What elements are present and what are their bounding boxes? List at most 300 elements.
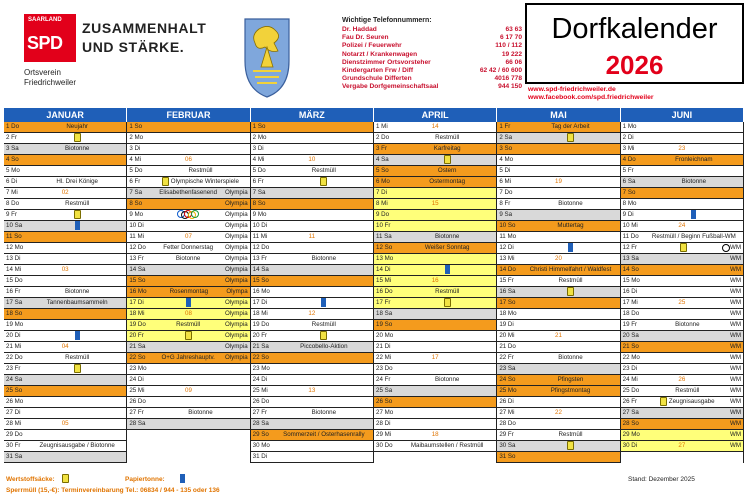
paper-bin-icon (75, 221, 80, 230)
day-label: 27 Fr (129, 409, 144, 416)
day-label: 7 Do (499, 189, 513, 196)
day-label: 13 Fr (129, 255, 144, 262)
day-row (497, 298, 620, 309)
day-label: 11 Mi (252, 233, 268, 240)
day-label: 7 Sa (252, 189, 266, 196)
day-row (621, 397, 744, 408)
event-tag (730, 342, 743, 352)
day-event (151, 331, 225, 341)
month-header: FEBRUAR (127, 108, 250, 122)
day-row (4, 144, 127, 155)
day-label: 5 Fr (622, 167, 634, 174)
day-event (398, 166, 496, 176)
day-row (374, 320, 497, 331)
event-tag (730, 276, 743, 286)
week-number: 13 (308, 387, 316, 394)
event-tag (225, 199, 250, 209)
day-label: 18 Mi (129, 310, 145, 317)
day-label: 6 Fr (252, 178, 264, 185)
day-label: 2 Do (376, 134, 390, 141)
day-row (4, 122, 127, 133)
day-label: 26 Do (129, 398, 146, 405)
slogan (82, 19, 206, 57)
event-text: Fronleichnam (675, 156, 713, 163)
day-event (28, 386, 126, 396)
day-event (151, 441, 249, 452)
event-text: Biotonne (675, 321, 700, 328)
day-event (151, 419, 249, 429)
day-label: 11 So (6, 233, 22, 240)
day-label (127, 441, 151, 452)
day-event (521, 320, 619, 330)
day-row (127, 287, 250, 298)
event-tag-text: Olympia (224, 354, 248, 361)
week-number: 12 (308, 310, 316, 317)
day-label: 26 Di (499, 398, 514, 405)
day-event (645, 430, 730, 440)
event-tag-text: WM (729, 299, 741, 306)
phone-number: 110 / 112 (495, 42, 522, 50)
day-row (4, 221, 127, 232)
day-event (521, 375, 619, 385)
day-row (621, 122, 744, 133)
event-tag-text: Olympia (224, 233, 248, 240)
event-tag (225, 353, 250, 363)
day-label: 8 So (129, 200, 143, 207)
day-row (621, 243, 744, 254)
day-label: 7 Mi (6, 189, 18, 196)
day-event (151, 144, 249, 154)
day-row (251, 254, 374, 265)
day-event (28, 177, 126, 187)
phone-number: 6 17 70 (500, 34, 522, 42)
day-event (275, 342, 373, 352)
day-event (275, 430, 373, 440)
day-label: 5 So (376, 167, 389, 174)
day-row (497, 320, 620, 331)
day-label: 3 Di (129, 145, 141, 152)
day-label: 19 Di (499, 321, 514, 328)
stand-date: Stand: Dezember 2025 (628, 476, 695, 483)
day-row (127, 133, 250, 144)
day-event (275, 254, 373, 264)
footer (0, 472, 750, 499)
week-number: 06 (185, 156, 192, 163)
day-event (645, 155, 743, 165)
day-row (251, 155, 374, 166)
day-event (645, 188, 743, 198)
day-row (127, 375, 250, 386)
day-label: 22 Do (6, 354, 23, 361)
logo-region: SAARLAND (28, 17, 62, 23)
day-event (151, 320, 225, 330)
day-row (497, 430, 620, 441)
event-text: Muttertag (557, 222, 584, 229)
day-row (497, 265, 620, 276)
phone-row (342, 34, 522, 42)
day-label: 29 So (252, 431, 269, 438)
olympic-rings-icon (177, 210, 199, 219)
day-label: 16 Sa (499, 288, 516, 295)
day-event (398, 133, 496, 143)
day-row (621, 364, 744, 375)
day-row (251, 243, 374, 254)
title-box (525, 3, 744, 84)
day-row (251, 441, 374, 452)
day-row (127, 342, 250, 353)
day-label: 28 Do (499, 420, 516, 427)
day-event (521, 419, 619, 429)
day-event (645, 320, 730, 330)
ortsverein-line-2: Friedrichweiler (24, 78, 77, 87)
day-label: 18 Sa (376, 310, 393, 317)
day-event (521, 166, 619, 176)
recycling-bin-icon (567, 133, 574, 142)
day-event (398, 331, 496, 341)
day-row (127, 265, 250, 276)
day-row (251, 364, 374, 375)
day-label: 6 Di (6, 178, 18, 185)
sperrmuell-info: Sperrmüll (15,-€): Terminvereinbarung Tel.: 06834 / 944 - 135 oder 136 (6, 487, 220, 494)
day-label: 30 Di (622, 442, 638, 449)
facebook-link[interactable]: www.facebook.com/spd.friedrichweiler (528, 94, 654, 101)
day-label: 17 Fr (376, 299, 391, 306)
day-row (621, 441, 744, 452)
day-label: 28 So (622, 420, 639, 427)
day-row (374, 298, 497, 309)
day-row (251, 199, 374, 210)
day-label: 17 Sa (6, 299, 23, 306)
day-event (275, 199, 373, 209)
day-event (398, 144, 496, 154)
day-row (4, 430, 127, 441)
event-text: Fetter Donnerstag (163, 244, 214, 251)
day-row (127, 122, 250, 133)
day-event (275, 408, 373, 418)
day-event (151, 188, 225, 198)
spd-logo (24, 14, 76, 62)
recycling-bin-icon (320, 331, 327, 340)
phone-number: 4016 778 (494, 75, 522, 83)
event-text: Biotonne (434, 233, 460, 240)
day-row (621, 320, 744, 331)
day-label: 4 Mo (499, 156, 514, 163)
event-tag-text: Olympia (224, 310, 248, 317)
day-row (621, 155, 744, 166)
day-row (374, 232, 497, 243)
day-label: 7 So (622, 189, 636, 196)
day-label (621, 452, 645, 463)
day-label: 26 So (376, 398, 393, 405)
day-row (374, 155, 497, 166)
day-label: 30 Mo (252, 442, 270, 449)
day-event (521, 397, 619, 407)
event-tag-text: WM (729, 255, 741, 262)
day-event (645, 166, 743, 176)
day-row (621, 353, 744, 364)
day-row (374, 353, 497, 364)
day-row (251, 298, 374, 309)
recycling-bin-icon (567, 441, 574, 450)
day-label: 25 Mo (499, 387, 517, 394)
day-row (497, 419, 620, 430)
day-row (621, 309, 744, 320)
event-text: Restmüll (311, 321, 336, 328)
day-event (275, 166, 373, 176)
day-label: 31 So (499, 453, 516, 460)
day-label: 16 Do (376, 288, 393, 295)
day-event (151, 375, 249, 385)
day-event (275, 276, 373, 286)
event-text: Biotonne (311, 255, 337, 262)
month-column (4, 108, 127, 471)
day-row (251, 188, 374, 199)
day-label: 11 Do (622, 233, 639, 240)
day-label: 9 Fr (6, 211, 18, 218)
day-row (127, 408, 250, 419)
event-tag (225, 188, 250, 198)
day-label: 29 Mo (622, 431, 640, 438)
day-event (151, 276, 225, 286)
event-tag-text: Olympia (224, 321, 248, 328)
event-tag-text: WM (729, 244, 741, 251)
day-row (251, 133, 374, 144)
day-event (521, 199, 619, 209)
day-event (398, 386, 496, 396)
day-event (28, 133, 126, 143)
day-event (521, 210, 619, 220)
event-text: Karfreitag (433, 145, 461, 152)
day-label: 14 Sa (129, 266, 146, 273)
day-event (151, 298, 225, 308)
day-label: 24 Fr (376, 376, 391, 383)
day-event (645, 199, 743, 209)
month-header: APRIL (374, 108, 497, 122)
week-number: 19 (555, 178, 562, 185)
event-tag-text: WM (729, 332, 741, 339)
day-row (497, 210, 620, 221)
day-event (645, 276, 730, 286)
event-tag-text: Olympia (224, 255, 248, 262)
day-event (28, 166, 126, 176)
day-event (398, 221, 496, 231)
day-event (398, 210, 496, 220)
day-label: 10 Mi (622, 222, 638, 229)
day-row (497, 397, 620, 408)
day-row (127, 232, 250, 243)
day-label: 11 Mo (499, 233, 517, 240)
event-text: Biotonne (681, 178, 707, 185)
day-row (374, 276, 497, 287)
day-label: 18 So (6, 310, 23, 317)
event-tag (225, 221, 250, 231)
day-row (374, 177, 497, 188)
day-label: 14 Di (376, 266, 391, 273)
day-event (645, 232, 743, 242)
day-label: 3 Sa (6, 145, 19, 152)
day-event (28, 331, 126, 341)
event-tag-text: Olympia (224, 332, 248, 339)
event-tag (730, 309, 743, 319)
day-row (4, 397, 127, 408)
day-row (127, 254, 250, 265)
week-number: 25 (678, 299, 686, 306)
day-label: 8 Do (6, 200, 20, 207)
logo-text: SPD (27, 33, 63, 53)
day-label: 25 Sa (376, 387, 393, 394)
day-row (374, 364, 497, 375)
day-event (398, 177, 496, 187)
day-row (374, 430, 497, 441)
day-event (645, 386, 730, 396)
day-row (621, 331, 744, 342)
day-label: 31 Sa (6, 453, 23, 460)
day-row (497, 232, 620, 243)
day-label: 6 Sa (622, 178, 636, 185)
day-label: 28 Sa (129, 420, 146, 427)
day-event (521, 122, 619, 132)
phone-name: Dienstzimmer Ortsvorsteher (342, 58, 431, 66)
event-text: Pfingstmontag (550, 387, 591, 394)
day-label: 5 Do (252, 167, 266, 174)
day-row (251, 342, 374, 353)
day-event (275, 177, 373, 187)
day-row (4, 331, 127, 342)
day-row (4, 232, 127, 243)
day-row (4, 452, 127, 463)
event-tag (225, 276, 250, 286)
day-event (28, 364, 126, 374)
day-label: 22 Mo (622, 354, 640, 361)
week-number: 11 (308, 233, 316, 240)
event-tag-text: Olympia (224, 266, 248, 273)
day-event (28, 155, 126, 165)
event-text: Weißer Sonntag (424, 244, 470, 251)
day-row (4, 199, 127, 210)
papier-legend: Papiertonne: (125, 476, 165, 483)
day-label: 5 Mo (6, 167, 20, 174)
day-label: 22 Fr (499, 354, 514, 361)
day-label: 13 Fr (252, 255, 268, 262)
header (0, 0, 750, 108)
day-event (645, 408, 730, 418)
day-row (127, 276, 250, 287)
day-event (521, 430, 619, 440)
day-row (4, 276, 127, 287)
event-tag (225, 265, 250, 275)
event-text: Ostern (437, 167, 457, 174)
phone-list-title: Wichtige Telefonnummern: (342, 17, 432, 24)
day-label: 15 Mi (376, 277, 392, 284)
event-tag-text: WM (729, 442, 741, 449)
day-event (275, 353, 373, 363)
day-row (621, 166, 744, 177)
day-event (28, 254, 126, 264)
phone-row (342, 83, 522, 91)
day-row (374, 397, 497, 408)
day-label: 10 Fr (376, 222, 391, 229)
day-label: 5 Do (129, 167, 143, 174)
coat-of-arms-icon (243, 17, 291, 99)
phone-list (342, 17, 522, 92)
day-row (374, 441, 497, 452)
day-event (398, 265, 496, 275)
wertstoff-legend: Wertstoffsäcke: (6, 476, 55, 483)
phone-name: Kindergarten Frw / Diff (342, 67, 414, 75)
day-label: 18 Mi (252, 310, 268, 317)
event-tag-text: WM (729, 376, 741, 383)
phone-name: Vergabe Dorfgemeinschaftsaal (342, 83, 439, 91)
event-tag (730, 320, 743, 330)
day-event (28, 276, 126, 286)
event-tag (730, 386, 743, 396)
day-row (497, 144, 620, 155)
event-tag-text: Olympia (224, 343, 248, 350)
day-label: 23 Sa (499, 365, 516, 372)
day-row (127, 430, 250, 441)
day-event (645, 309, 730, 319)
recycling-bin-icon (567, 287, 574, 296)
day-label: 4 Mi (129, 156, 142, 163)
day-row (374, 309, 497, 320)
day-label: 22 So (252, 354, 269, 361)
day-event (521, 144, 619, 154)
month-column (251, 108, 374, 471)
event-text: Tannenbaumsammeln (46, 299, 108, 306)
day-label: 8 Fr (499, 200, 511, 207)
day-label: 8 Mo (622, 200, 637, 207)
event-text: Olympische Winterspiele (169, 178, 239, 185)
day-label: 24 Sa (6, 376, 23, 383)
day-label: 19 Do (129, 321, 146, 328)
day-row (251, 232, 374, 243)
day-event (645, 452, 743, 463)
day-label: 21 So (622, 343, 639, 350)
website-link[interactable]: www.spd-friedrichweiler.de (528, 86, 616, 93)
day-label: 17 So (499, 299, 516, 306)
day-event (398, 298, 496, 308)
day-label: 22 Mi (376, 354, 392, 361)
day-event (398, 342, 496, 352)
day-label: 12 Di (499, 244, 514, 251)
day-row (4, 364, 127, 375)
event-tag (722, 243, 743, 253)
recycling-bin-icon (320, 177, 327, 186)
event-text: Maibaumstellen / Restmüll (410, 442, 484, 449)
day-row (621, 419, 744, 430)
day-label: 24 Di (252, 376, 268, 383)
day-row (4, 342, 127, 353)
paper-bin-icon (180, 474, 185, 483)
day-label: 25 Do (622, 387, 640, 394)
day-event (645, 243, 722, 253)
week-number: 21 (555, 332, 562, 339)
day-row (497, 122, 620, 133)
phone-row (342, 75, 522, 83)
event-tag (730, 287, 743, 297)
event-tag (730, 419, 743, 429)
day-row (251, 386, 374, 397)
day-event (28, 452, 126, 462)
week-number: 02 (61, 189, 69, 196)
day-label: 2 Di (622, 134, 634, 141)
day-label: 17 Mi (622, 299, 638, 306)
day-event (28, 243, 126, 253)
day-row (497, 276, 620, 287)
event-tag-text: WM (729, 266, 741, 273)
day-row (374, 199, 497, 210)
day-row (4, 210, 127, 221)
